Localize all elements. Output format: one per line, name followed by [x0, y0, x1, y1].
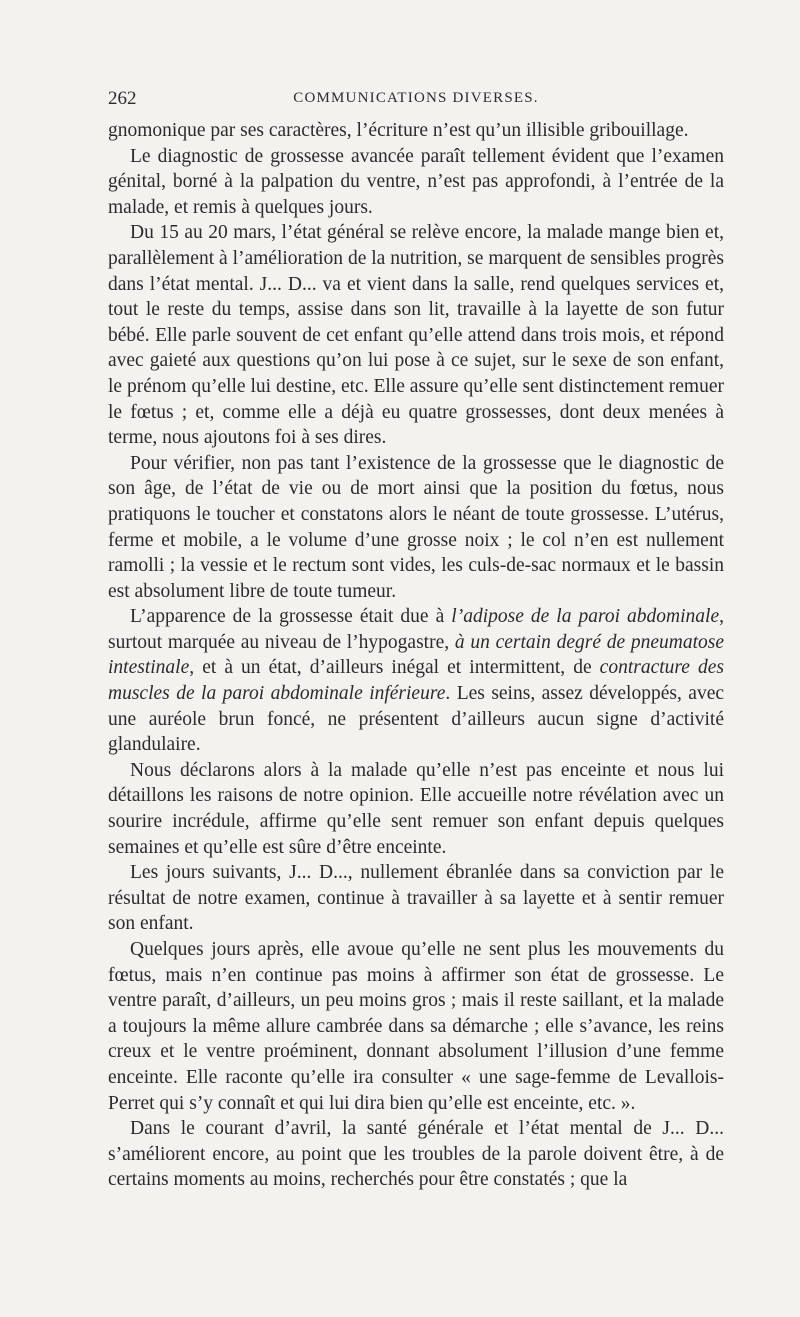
text-segment: gnomonique par ses caractères, l’écriture n’est qu’un illisible gribouillage. [108, 120, 689, 141]
text-segment: Du 15 au 20 mars, l’état général se relève encore, la malade mange bien et, parallèlement à l’amélioration de la nutrition, se marquent de sensibles progrès dans l’état mental. J... D... va et vient dans la salle, rend quelques services et, tout le reste du temps, assise dans son lit, travaille à la layette de son futur bébé. Elle parle souvent de cet enfant qu’elle attend dans trois mois, et répond avec gaieté aux questions qu’on lui pose à ce sujet, sur le sexe de son enfant, le prénom qu’elle lui destine, etc. Elle assure qu’elle sent distinctement remuer le fœtus ; et, comme elle a déjà eu quatre grossesses, dont deux menées à terme, nous ajoutons foi à ses dires. [108, 222, 724, 449]
body-text [108, 118, 724, 1193]
paragraph [108, 604, 724, 758]
running-title: COMMUNICATIONS DIVERSES. [293, 90, 539, 106]
book-page [108, 88, 724, 1193]
text-segment: L’apparence de la grossesse était due à [130, 606, 452, 628]
text-segment: Dans le courant d’avril, la santé générale et l’état mental de J... D... s’améliorent encore, au point que les troubles de la parole doivent être, à de certains moments au moins, recherchés pour être constatés ; que la [108, 1118, 724, 1191]
paragraph [108, 451, 724, 605]
italic-text: à un certain degré de pneumatose intestinale [108, 631, 725, 679]
page-number: 262 [108, 88, 137, 109]
text-segment: Les jours suivants, J... D..., nullement ébranlée dans sa conviction par le résultat de notre examen, continue à travailler à sa layette et à sentir remuer son enfant. [108, 862, 724, 935]
paragraph [108, 1116, 724, 1193]
italic-text: contracture des muscles de la paroi abdominale inférieure [108, 657, 724, 705]
text-segment: Nous déclarons alors à la malade qu’elle n’est pas enceinte et nous lui détaillons les raisons de notre opinion. Elle accueille notre révélation avec un sourire incrédule, affirme qu’elle sent remuer son enfant depuis quelques semaines et qu’elle est sûre d’être enceinte. [108, 759, 724, 858]
text-segment: Pour vérifier, non pas tant l’existence de la grossesse que le diagnostic de son âge, de l’état de vie ou de mort ainsi que la position du fœtus, nous pratiquons le toucher et constatons alors le néant de toute grossesse. L’utérus, ferme et mobile, a le volume d’une grosse noix ; le col n’en est nullement ramolli ; la vessie et le rectum sont vides, les culs-de-sac normaux et le bassin est absolument libre de toute tumeur. [108, 452, 724, 602]
running-head [108, 88, 724, 118]
italic-text: l’adipose de la paroi abdominale [451, 606, 720, 628]
text-segment: . Les seins, assez développés, avec une auréole brun foncé, ne présentent d’ailleurs aucun signe d’activité glandulaire. [108, 683, 725, 756]
paragraph [108, 144, 724, 221]
text-segment: Le diagnostic de grossesse avancée paraît tellement évident que l’examen génital, borné à la palpation du ventre, n’est pas approfondi, à l’entrée de la malade, et remis à quelques jours. [108, 145, 724, 218]
paragraph [108, 118, 724, 144]
paragraph [108, 937, 724, 1116]
paragraph [108, 220, 724, 450]
text-segment: Quelques jours après, elle avoue qu’elle ne sent plus les mouvements du fœtus, mais n’en continue pas moins à affirmer son état de grossesse. Le ventre paraît, d’ailleurs, un peu moins gros ; mais il reste saillant, et la malade a toujours la même allure cambrée dans sa démarche ; elle s’avance, les reins creux et le ventre proéminent, donnant absolument l’illusion d’une femme enceinte. Elle raconte qu’elle ira consulter « une sage-femme de Levallois-Perret qui s’y connaît et qui lui dira bien qu’elle est enceinte, etc. ». [108, 939, 724, 1114]
paragraph [108, 860, 724, 937]
paragraph [108, 758, 724, 860]
text-segment: , surtout marquée au niveau de l’hypogastre, [108, 606, 724, 653]
text-segment: , et à un état, d’ailleurs inégal et intermittent, de [189, 657, 600, 679]
